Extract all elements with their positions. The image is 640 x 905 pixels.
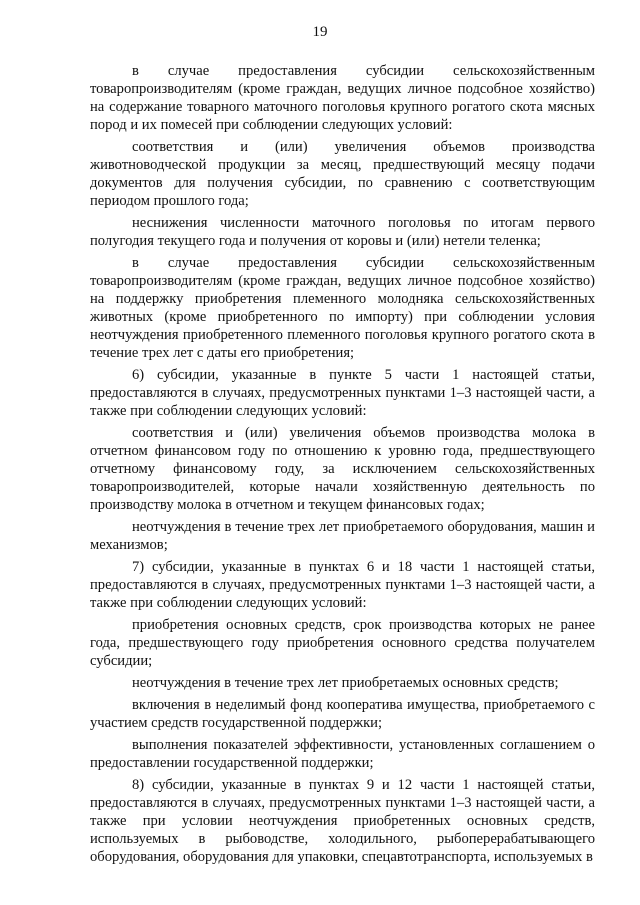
paragraph: приобретения основных средств, срок производства которых не ранее года, предшествующего году приобретения основного средства получателем субсидии;	[90, 617, 595, 669]
paragraph: соответствия и (или) увеличения объемов производства животноводческой продукции за месяц, предшествующий месяцу подачи документов для получения субсидии, по сравнению с соответствующим периодом прошлого года;	[90, 139, 595, 209]
page-number: 19	[312, 24, 328, 40]
paragraph: неснижения численности маточного поголовья по итогам первого полугодия текущего года и получения от коровы и (или) нетели теленка;	[90, 215, 595, 249]
paragraph: включения в неделимый фонд кооператива имущества, приобретаемого с участием средств государственной поддержки;	[90, 697, 595, 731]
paragraph: в случае предоставления субсидии сельскохозяйственным товаропроизводителям (кроме граждан, ведущих личное подсобное хозяйство) на содержание товарного маточного поголовья крупного рогатого скота мясных пород и их помесей при соблюдении следующих условий:	[90, 63, 595, 133]
document-body	[90, 62, 595, 866]
paragraph: 6) субсидии, указанные в пункте 5 части 1 настоящей статьи, предоставляются в случаях, предусмотренных пунктами 1–3 настоящей части, а также при соблюдении следующих условий:	[90, 367, 595, 419]
paragraph: выполнения показателей эффективности, установленных соглашением о предоставлении государственной поддержки;	[90, 737, 595, 771]
paragraph: соответствия и (или) увеличения объемов производства молока в отчетном финансовом году по отношению к уровню года, предшествующего отчетному финансовому году, за исключением сельскохозяйственных товаропроизводителей, которые начали хозяйственную деятельность по производству молока в отчетном и текущем финансовых годах;	[90, 425, 595, 513]
paragraph: неотчуждения в течение трех лет приобретаемого оборудования, машин и механизмов;	[90, 519, 595, 553]
paragraph: в случае предоставления субсидии сельскохозяйственным товаропроизводителям (кроме граждан, ведущих личное подсобное хозяйство) на поддержку приобретения племенного молодняка сельскохозяйственных животных (кроме приобретенного по импорту) при соблюдении условия неотчуждения приобретенного племенного поголовья крупного рогатого скота в течение трех лет с даты его приобретения;	[90, 255, 595, 361]
paragraph: 8) субсидии, указанные в пунктах 9 и 12 части 1 настоящей статьи, предоставляются в случаях, предусмотренных пунктами 1–3 настоящей части, а также при условии неотчуждения приобретенных основных средств, используемых в рыбоводстве, холодильного, рыбоперерабатывающего оборудования, оборудования для упаковки, спецавтотранспорта, используемых в	[90, 777, 595, 865]
paragraph: неотчуждения в течение трех лет приобретаемых основных средств;	[132, 675, 559, 691]
paragraph: 7) субсидии, указанные в пунктах 6 и 18 части 1 настоящей статьи, предоставляются в случаях, предусмотренных пунктами 1–3 настоящей части, а также при соблюдении следующих условий:	[90, 559, 595, 611]
